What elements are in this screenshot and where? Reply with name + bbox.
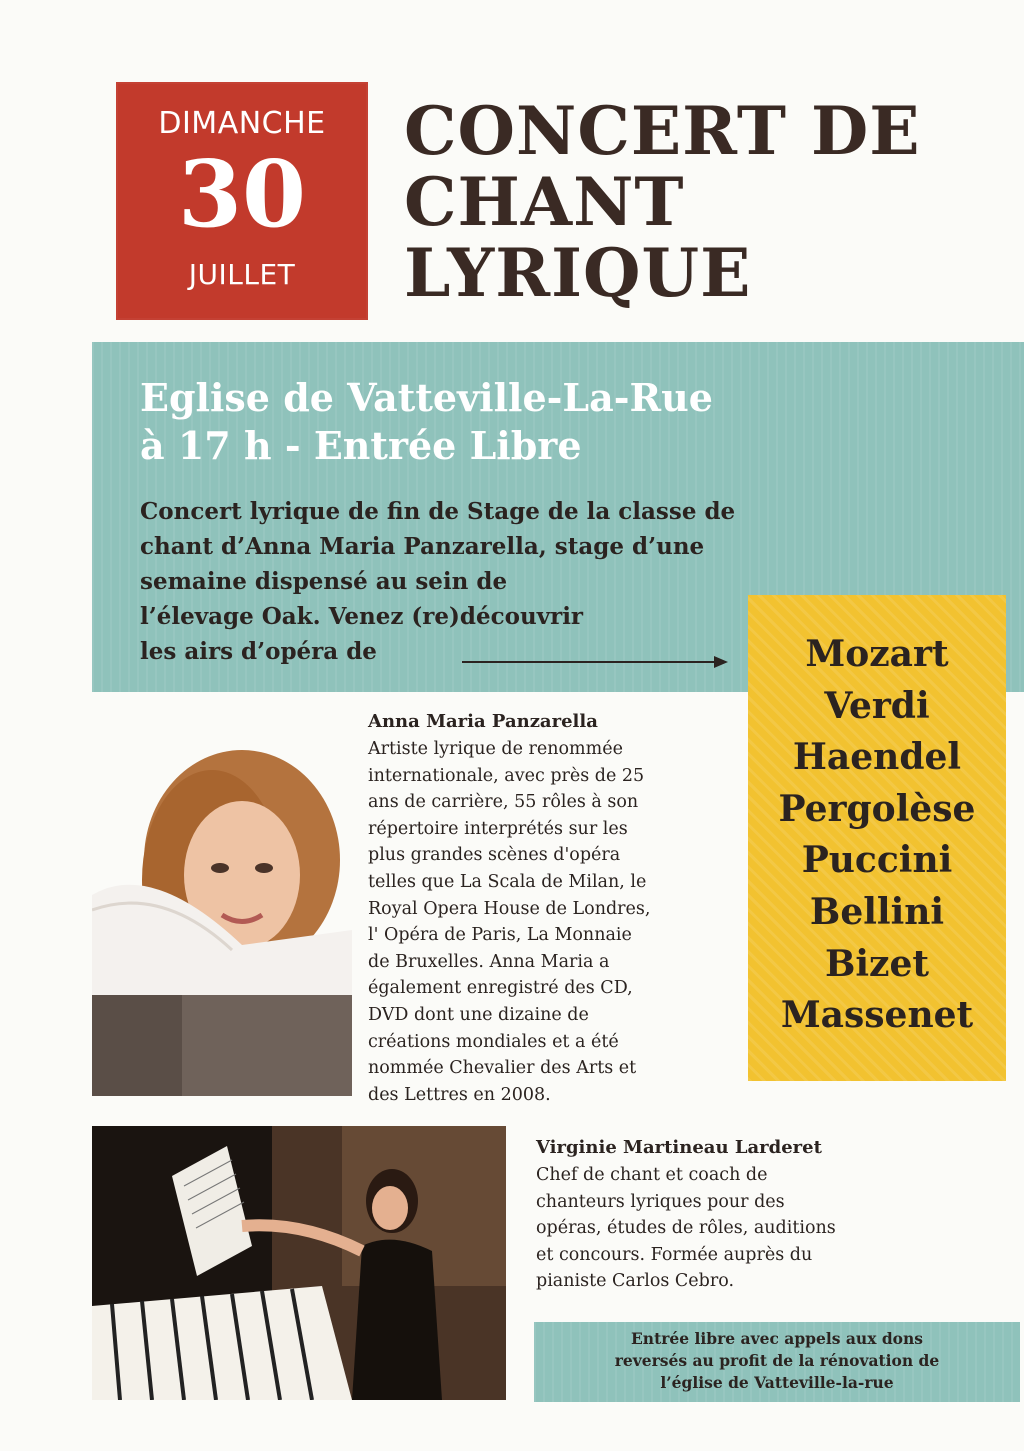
composers-list [748,629,1006,1042]
bio-line: répertoire interprétés sur les [368,818,628,839]
donation-note [534,1322,1020,1402]
date-box [116,82,368,320]
bio-line: de Bruxelles. Anna Maria a [368,951,610,972]
intro-line: les airs d’opéra de [140,638,377,665]
title-line: LYRIQUE [404,234,752,312]
title-line: CHANT [404,163,685,241]
bio-line: plus grandes scènes d'opéra [368,845,621,866]
composer-name: Pergolèse [778,787,976,830]
bio-line: des Lettres en 2008. [368,1084,551,1105]
pianist-photo [92,1126,506,1400]
bio-line: Artiste lyrique de renommée [368,739,623,759]
composer-name: Bellini [809,890,945,933]
bio-line: internationale, avec près de 25 [368,765,645,786]
singer-bio [368,708,738,1108]
bio-line: également enregistré des CD, [368,978,633,999]
composer-name: Bizet [824,942,930,985]
venue-line: Eglise de Vatteville-La-Rue [140,375,713,420]
composer-name: Puccini [801,839,953,882]
pianist-name: Virginie Martineau Larderet [536,1137,822,1158]
venue-line: à 17 h - Entrée Libre [140,423,582,468]
composer-name: Verdi [824,684,930,727]
intro-line: semaine dispensé au sein de [140,568,508,595]
bio-line: Chef de chant et coach de [536,1165,768,1185]
bio-line: ans de carrière, 55 rôles à son [368,792,639,813]
singer-name: Anna Maria Panzarella [368,711,598,732]
donation-line: reversés au profit de la rénovation de [614,1351,940,1370]
bio-line: DVD dont une dizaine de [368,1004,589,1025]
bio-line: nommée Chevalier des Arts et [368,1058,637,1079]
date-weekday: DIMANCHE [158,106,326,141]
bio-line: chanteurs lyriques pour des [536,1191,785,1212]
composer-name: Massenet [780,994,974,1037]
donation-line: l’église de Vatteville-la-rue [660,1373,894,1392]
bio-line: et concours. Formée auprès du [536,1244,813,1265]
title-line: CONCERT DE [404,92,921,170]
bio-line: Royal Opera House de Londres, [368,898,651,919]
bio-line: l' Opéra de Paris, La Monnaie [368,925,632,946]
composer-name: Haendel [792,736,962,779]
intro-line: l’élevage Oak. Venez (re)découvrir [140,603,584,630]
page-title [404,92,1004,312]
pianist-bio [536,1134,926,1295]
venue-heading [140,374,1000,470]
arrow-right-icon [462,652,728,672]
intro-line: Concert lyrique de fin de Stage de la classe de [140,498,736,525]
composer-name: Mozart [805,633,949,675]
composers-box [748,595,1006,1081]
date-day: 30 [177,140,307,248]
bio-line: pianiste Carlos Cebro. [536,1271,735,1292]
bio-line: opéras, études de rôles, auditions [536,1218,836,1239]
singer-photo [92,710,352,1096]
bio-line: créations mondiales et a été [368,1031,619,1052]
donation-line: Entrée libre avec appels aux dons [630,1329,924,1348]
date-month: JUILLET [188,258,296,291]
intro-line: chant d’Anna Maria Panzarella, stage d’une [140,533,705,560]
bio-line: telles que La Scala de Milan, le [368,871,647,892]
